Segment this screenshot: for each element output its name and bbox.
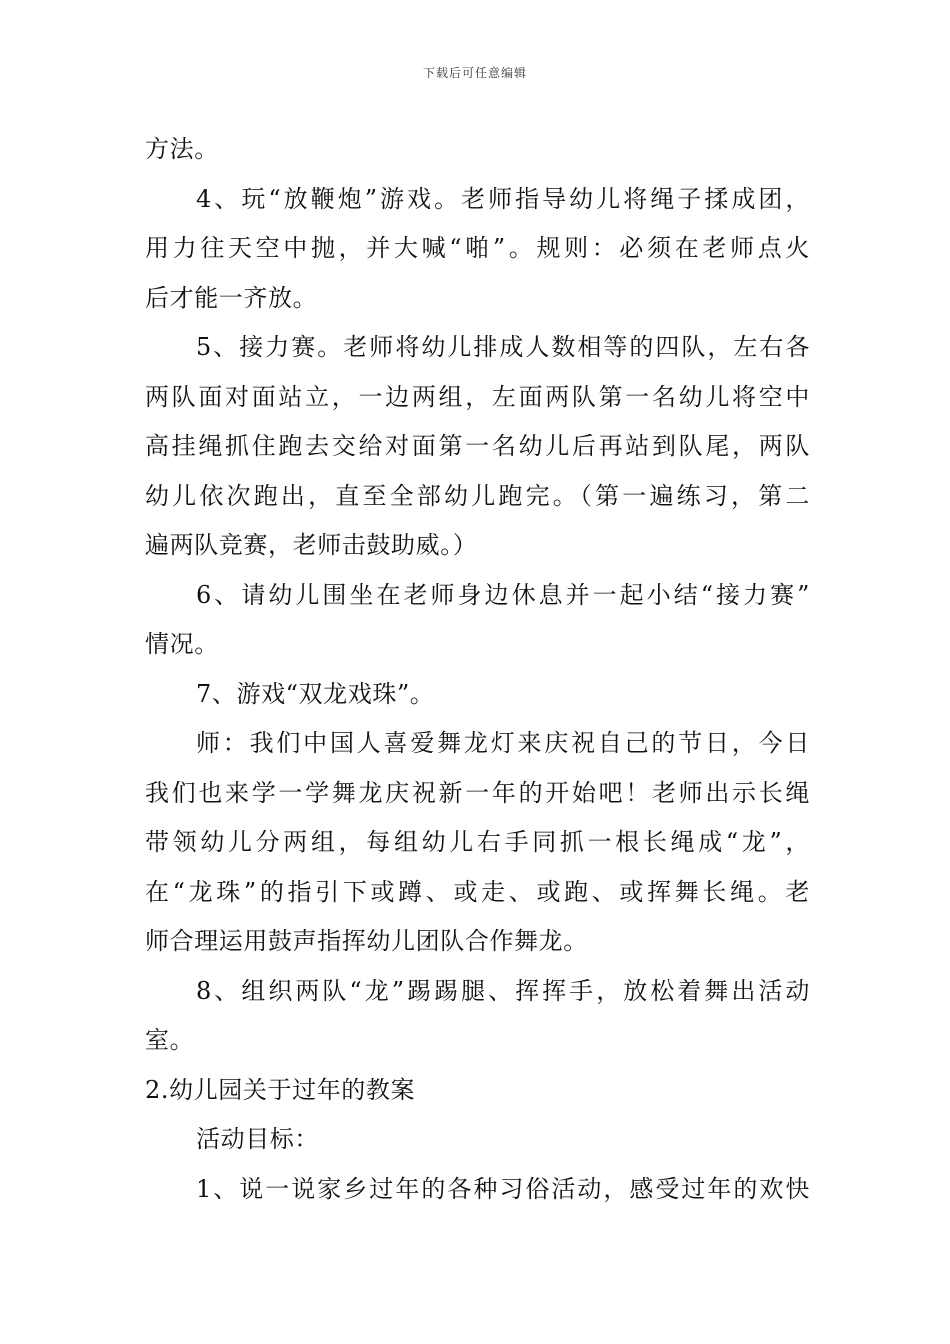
section-heading: 2.幼儿园关于过年的教案	[145, 1075, 416, 1104]
text-line: 用力往天空中抛，并大喊“啪”。规则：必须在老师点火	[145, 234, 810, 262]
text-line: 方法。	[145, 135, 219, 163]
text-line: 两队面对面站立，一边两组，左面两队第一名幼儿将空中	[145, 382, 810, 411]
subheading: 活动目标：	[196, 1125, 319, 1153]
text-line: 6、请幼儿围坐在老师身边休息并一起小结“接力赛”	[196, 580, 810, 609]
page-header: 下载后可任意编辑	[422, 66, 527, 80]
text-line: 1、说一说家乡过年的各种习俗活动，感受过年的欢快	[196, 1174, 810, 1203]
text-line: 我们也来学一学舞龙庆祝新一年的开始吧！老师出示长绳	[145, 778, 810, 807]
text-line: 师：我们中国人喜爱舞龙灯来庆祝自己的节日，今日	[196, 729, 810, 757]
text-line: 师合理运用鼓声指挥幼儿团队合作舞龙。	[145, 927, 588, 955]
text-line: 高挂绳抓住跑去交给对面第一名幼儿后再站到队尾，两队	[145, 432, 810, 460]
text-line: 遍两队竞赛，老师击鼓助威。）	[145, 531, 478, 559]
text-line: 7、游戏“双龙戏珠”。	[196, 679, 435, 708]
text-line: 情况。	[145, 630, 219, 658]
text-line: 5、接力赛。老师将幼儿排成人数相等的四队，左右各	[196, 333, 810, 361]
text-line: 幼儿依次跑出，直至全部幼儿跑完。（第一遍练习，第二	[145, 481, 810, 510]
text-line: 在“龙珠”的指引下或蹲、或走、或跑、或挥舞长绳。老	[145, 877, 810, 906]
text-line: 后才能一齐放。	[145, 283, 318, 312]
document-body	[145, 128, 810, 1217]
text-line: 8、组织两队“龙”踢踢腿、挥挥手，放松着舞出活动	[196, 976, 810, 1005]
text-line: 带领幼儿分两组，每组幼儿右手同抓一根长绳成“龙”，	[145, 828, 810, 856]
text-line: 4、玩“放鞭炮”游戏。老师指导幼儿将绳子揉成团，	[196, 184, 810, 213]
text-line: 室。	[145, 1026, 195, 1054]
